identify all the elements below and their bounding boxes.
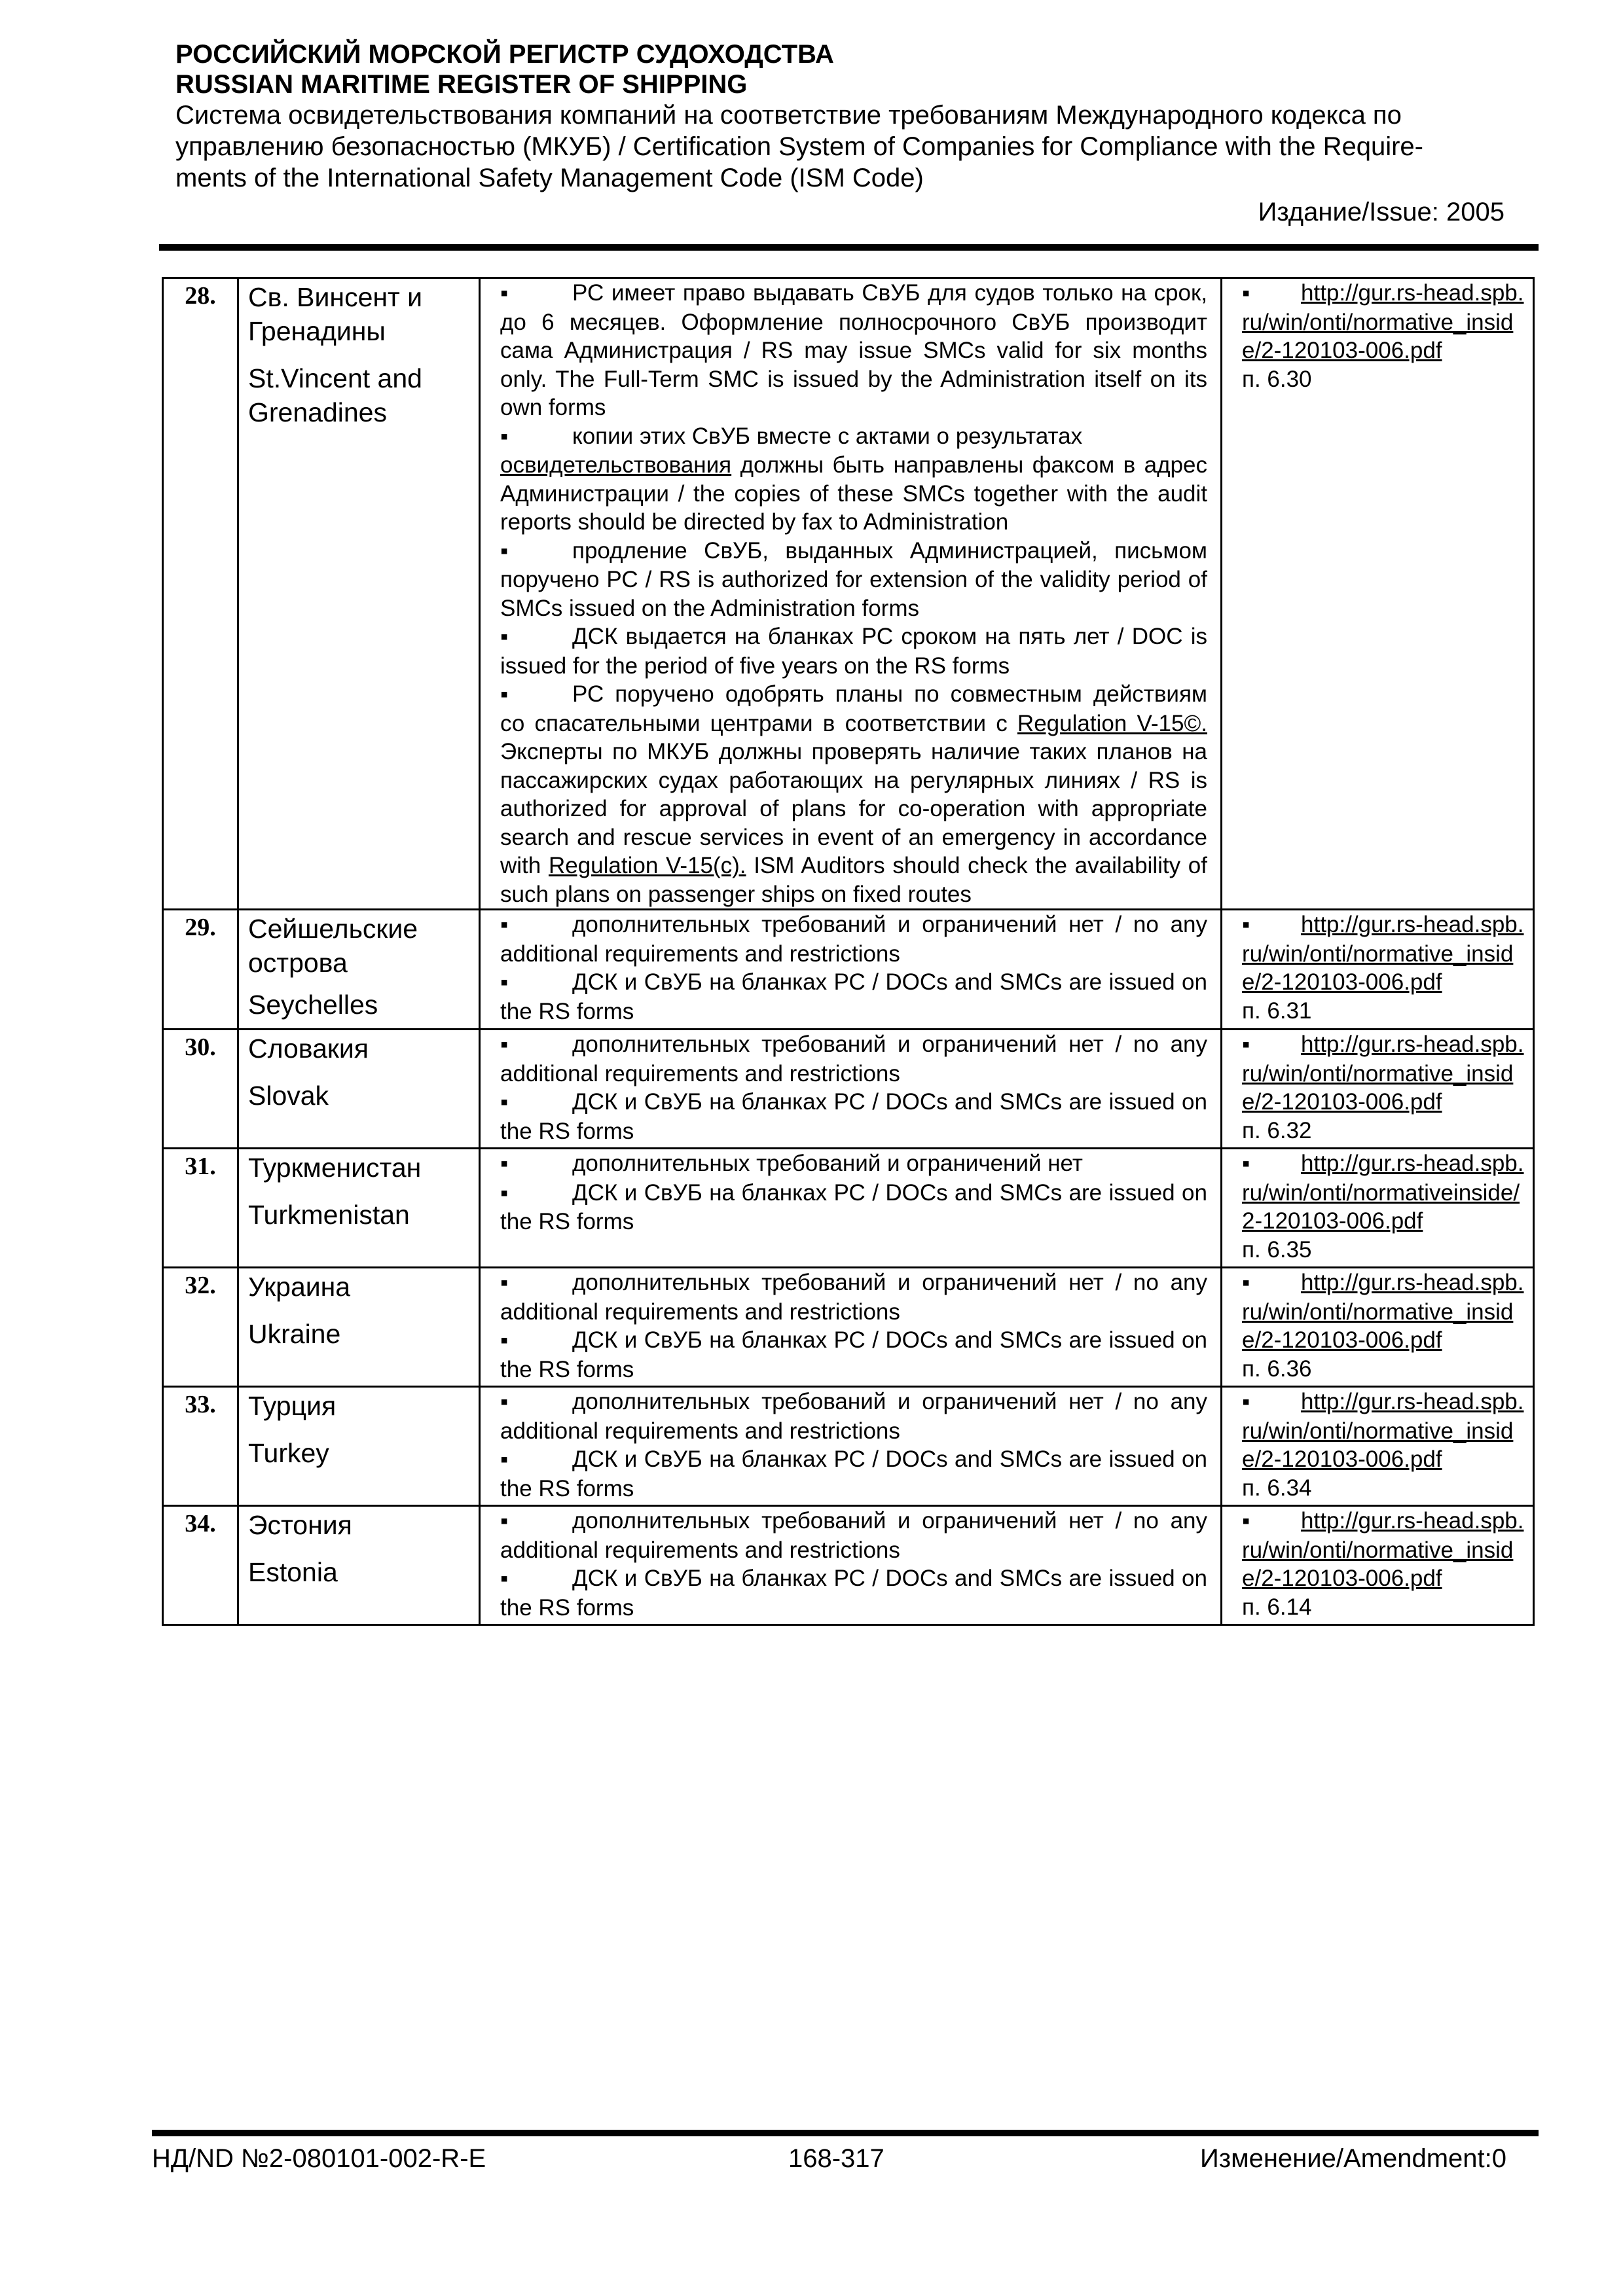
- requirements-cell: [480, 278, 1222, 910]
- country-cell: [238, 1387, 480, 1506]
- bullet-icon: [1242, 279, 1301, 308]
- regulation-link[interactable]: Regulation V-15©.: [1017, 710, 1207, 736]
- bullet-icon: [1242, 1149, 1301, 1179]
- reference-cell: [1222, 1506, 1534, 1625]
- reference-link[interactable]: http://gur.rs-head.spb.ru/win/onti/normative_inside/2-120103-006.pdf: [1242, 1031, 1524, 1115]
- reference-cell: [1222, 1149, 1534, 1268]
- row-number: 34.: [163, 1506, 238, 1625]
- country-cell: [238, 1268, 480, 1387]
- reference-cell: [1222, 910, 1534, 1030]
- table-row: [163, 1506, 1534, 1625]
- bullet-icon: [500, 279, 572, 308]
- country-name-en: St.Vincent and Grenadines: [248, 363, 422, 427]
- bullet-icon: [500, 910, 572, 940]
- requirements-cell: [480, 1387, 1222, 1506]
- table-row: [163, 278, 1534, 910]
- reference-link[interactable]: http://gur.rs-head.spb.ru/win/onti/normativeinside/2-120103-006.pdf: [1242, 1151, 1524, 1234]
- row-number: 28.: [163, 278, 238, 910]
- requirement-item: ▪дополнительных требований и ограничений нет / no any additional requirements and restrictions: [500, 1507, 1207, 1564]
- bullet-icon: [500, 1326, 572, 1355]
- country-name-ru: Сейшельские острова: [248, 914, 418, 978]
- bullet-icon: [500, 1388, 572, 1417]
- table-row: [163, 1268, 1534, 1387]
- bullet-icon: [1242, 1030, 1301, 1060]
- table-row: [163, 1030, 1534, 1149]
- requirement-item: ▪ДСК и СвУБ на бланках РС / DOCs and SMCs are issued on the RS forms: [500, 968, 1207, 1026]
- country-cell: [238, 1149, 480, 1268]
- country-cell: [238, 1030, 480, 1149]
- country-cell: [238, 278, 480, 910]
- bullet-icon: [500, 968, 572, 997]
- bullet-icon: [500, 1564, 572, 1594]
- bullet-icon: [500, 622, 572, 652]
- amendment-label: Изменение/Amendment:0: [1200, 2144, 1506, 2173]
- country-name-en: Ukraine: [248, 1319, 341, 1349]
- reference-cell: [1222, 1030, 1534, 1149]
- bullet-icon: [500, 680, 572, 709]
- bullet-icon: [1242, 1388, 1301, 1417]
- page-header: [175, 39, 1504, 228]
- requirements-cell: [480, 1149, 1222, 1268]
- reference-paragraph: п. 6.34: [1242, 1475, 1312, 1501]
- bullet-icon: [500, 1507, 572, 1536]
- reference-paragraph: п. 6.14: [1242, 1594, 1312, 1620]
- row-number: 31.: [163, 1149, 238, 1268]
- country-name-ru: Турция: [248, 1391, 337, 1421]
- reference-paragraph: п. 6.30: [1242, 366, 1312, 392]
- bullet-icon: [500, 1149, 572, 1179]
- requirement-item: ▪ДСК и СвУБ на бланках РС / DOCs and SMCs are issued on the RS forms: [500, 1179, 1207, 1236]
- country-name-en: Turkmenistan: [248, 1200, 410, 1230]
- reference-cell: [1222, 1268, 1534, 1387]
- bullet-icon: [1242, 1268, 1301, 1298]
- reference-paragraph: п. 6.35: [1242, 1236, 1312, 1263]
- row-number: 30.: [163, 1030, 238, 1149]
- country-name-ru: Эстония: [248, 1510, 352, 1540]
- regulation-link[interactable]: Regulation V-15(c).: [548, 853, 746, 878]
- requirement-item: ▪дополнительных требований и ограничений нет / no any additional requirements and restrictions: [500, 1388, 1207, 1445]
- reference-cell: [1222, 278, 1534, 910]
- country-name-ru: Словакия: [248, 1033, 369, 1064]
- requirement-item: ▪РС поручено одобрять планы по совместным действиям со спасательными центрами в соответствии с Regulation V-15©. Эксперты по МКУБ должны проверять наличие таких планов на пассажирских судах работающих на регулярных линиях / RS is authorized for approval of plans for co-operation with appropriate search and rescue services in event of an emergency in accordance with Regulation V-15(c). ISM Auditors should check the availability of such plans on passenger ships on fixed routes: [500, 680, 1207, 908]
- country-name-ru: Св. Винсент и Гренадины: [248, 282, 423, 346]
- underlined-term: освидетельствования: [500, 452, 732, 478]
- requirement-item: ▪ДСК и СвУБ на бланках РС / DOCs and SMCs are issued on the RS forms: [500, 1445, 1207, 1503]
- org-name-ru: РОССИЙСКИЙ МОРСКОЙ РЕГИСТР СУДОХОДСТВА: [175, 40, 834, 69]
- bullet-icon: [500, 1179, 572, 1208]
- country-name-ru: Туркменистан: [248, 1153, 422, 1183]
- country-name-en: Turkey: [248, 1438, 329, 1468]
- country-name-ru: Украина: [248, 1272, 351, 1302]
- reference-link[interactable]: http://gur.rs-head.spb.ru/win/onti/normative_inside/2-120103-006.pdf: [1242, 1508, 1524, 1591]
- requirements-cell: [480, 1268, 1222, 1387]
- row-number: 32.: [163, 1268, 238, 1387]
- bullet-icon: [500, 1088, 572, 1117]
- requirements-cell: [480, 910, 1222, 1030]
- requirement-item: ▪дополнительных требований и ограничений нет / no any additional requirements and restrictions: [500, 1268, 1207, 1326]
- bullet-icon: [500, 1445, 572, 1475]
- reference-paragraph: п. 6.36: [1242, 1355, 1312, 1382]
- reference-link[interactable]: http://gur.rs-head.spb.ru/win/onti/normative_inside/2-120103-006.pdf: [1242, 280, 1524, 363]
- system-title-line-2: управлению безопасностью (МКУБ) / Certification System of Companies for Compliance with the Require-: [175, 132, 1423, 161]
- reference-cell: [1222, 1387, 1534, 1506]
- requirement-item: ▪РС имеет право выдавать СвУБ для судов только на срок, до 6 месяцев. Оформление полносрочного СвУБ производит сама Администрация / RS may issue SMCs valid for six months only. The Full-Term SMC is issued by the Administration itself on its own forms: [500, 279, 1207, 422]
- system-title-line-1: Система освидетельствования компаний на соответствие требованиям Международного кодекса по: [175, 101, 1402, 130]
- reference-link[interactable]: http://gur.rs-head.spb.ru/win/onti/normative_inside/2-120103-006.pdf: [1242, 912, 1524, 995]
- requirements-cell: [480, 1506, 1222, 1625]
- country-name-en: Estonia: [248, 1557, 338, 1587]
- country-cell: [238, 910, 480, 1030]
- bullet-icon: [500, 537, 572, 566]
- footer-divider: [152, 2130, 1539, 2136]
- bullet-icon: [500, 422, 572, 452]
- requirement-item: ▪продление СвУБ, выданных Администрацией, письмом поручено РС / RS is authorized for extension of the validity period of SMCs issued on the Administration forms: [500, 537, 1207, 623]
- country-cell: [238, 1506, 480, 1625]
- requirement-item: ▪ДСК выдается на бланках РС сроком на пять лет / DOC is issued for the period of five years on the RS forms: [500, 622, 1207, 680]
- requirement-item: ▪дополнительных требований и ограничений нет: [500, 1149, 1207, 1179]
- reference-paragraph: п. 6.32: [1242, 1117, 1312, 1143]
- requirement-item: ▪дополнительных требований и ограничений нет / no any additional requirements and restrictions: [500, 910, 1207, 968]
- country-name-en: Slovak: [248, 1081, 329, 1111]
- table-row: [163, 1387, 1534, 1506]
- flag-state-table: [162, 277, 1535, 1626]
- reference-paragraph: п. 6.31: [1242, 997, 1312, 1024]
- requirement-item: ▪ДСК и СвУБ на бланках РС / DOCs and SMCs are issued on the RS forms: [500, 1088, 1207, 1145]
- row-number: 33.: [163, 1387, 238, 1506]
- table-row: [163, 910, 1534, 1030]
- country-name-en: Seychelles: [248, 990, 378, 1020]
- org-name-en: RUSSIAN MARITIME REGISTER OF SHIPPING: [175, 70, 748, 99]
- requirement-item: ▪дополнительных требований и ограничений нет / no any additional requirements and restrictions: [500, 1030, 1207, 1088]
- issue-label: Издание/Issue: 2005: [1258, 198, 1504, 226]
- header-divider: [159, 244, 1539, 251]
- system-title-line-3: ments of the International Safety Management Code (ISM Code): [175, 164, 924, 192]
- bullet-icon: [1242, 1507, 1301, 1536]
- table-row: [163, 1149, 1534, 1268]
- requirement-item: ▪ДСК и СвУБ на бланках РС / DOCs and SMCs are issued on the RS forms: [500, 1564, 1207, 1622]
- requirement-item: ▪ДСК и СвУБ на бланках РС / DOCs and SMCs are issued on the RS forms: [500, 1326, 1207, 1384]
- requirements-cell: [480, 1030, 1222, 1149]
- bullet-icon: [500, 1268, 572, 1298]
- page-number: 168-317: [788, 2144, 884, 2173]
- bullet-icon: [500, 1030, 572, 1060]
- reference-link[interactable]: http://gur.rs-head.spb.ru/win/onti/normative_inside/2-120103-006.pdf: [1242, 1389, 1524, 1472]
- requirement-item: ▪копии этих СвУБ вместе с актами о результатах освидетельствования должны быть направлены факсом в адрес Администрации / the copies of these SMCs together with the audit reports should be directed by fax to Administration: [500, 422, 1207, 537]
- document-number: НД/ND №2-080101-002-R-E: [152, 2144, 486, 2173]
- row-number: 29.: [163, 910, 238, 1030]
- reference-link[interactable]: http://gur.rs-head.spb.ru/win/onti/normative_inside/2-120103-006.pdf: [1242, 1270, 1524, 1353]
- bullet-icon: [1242, 910, 1301, 940]
